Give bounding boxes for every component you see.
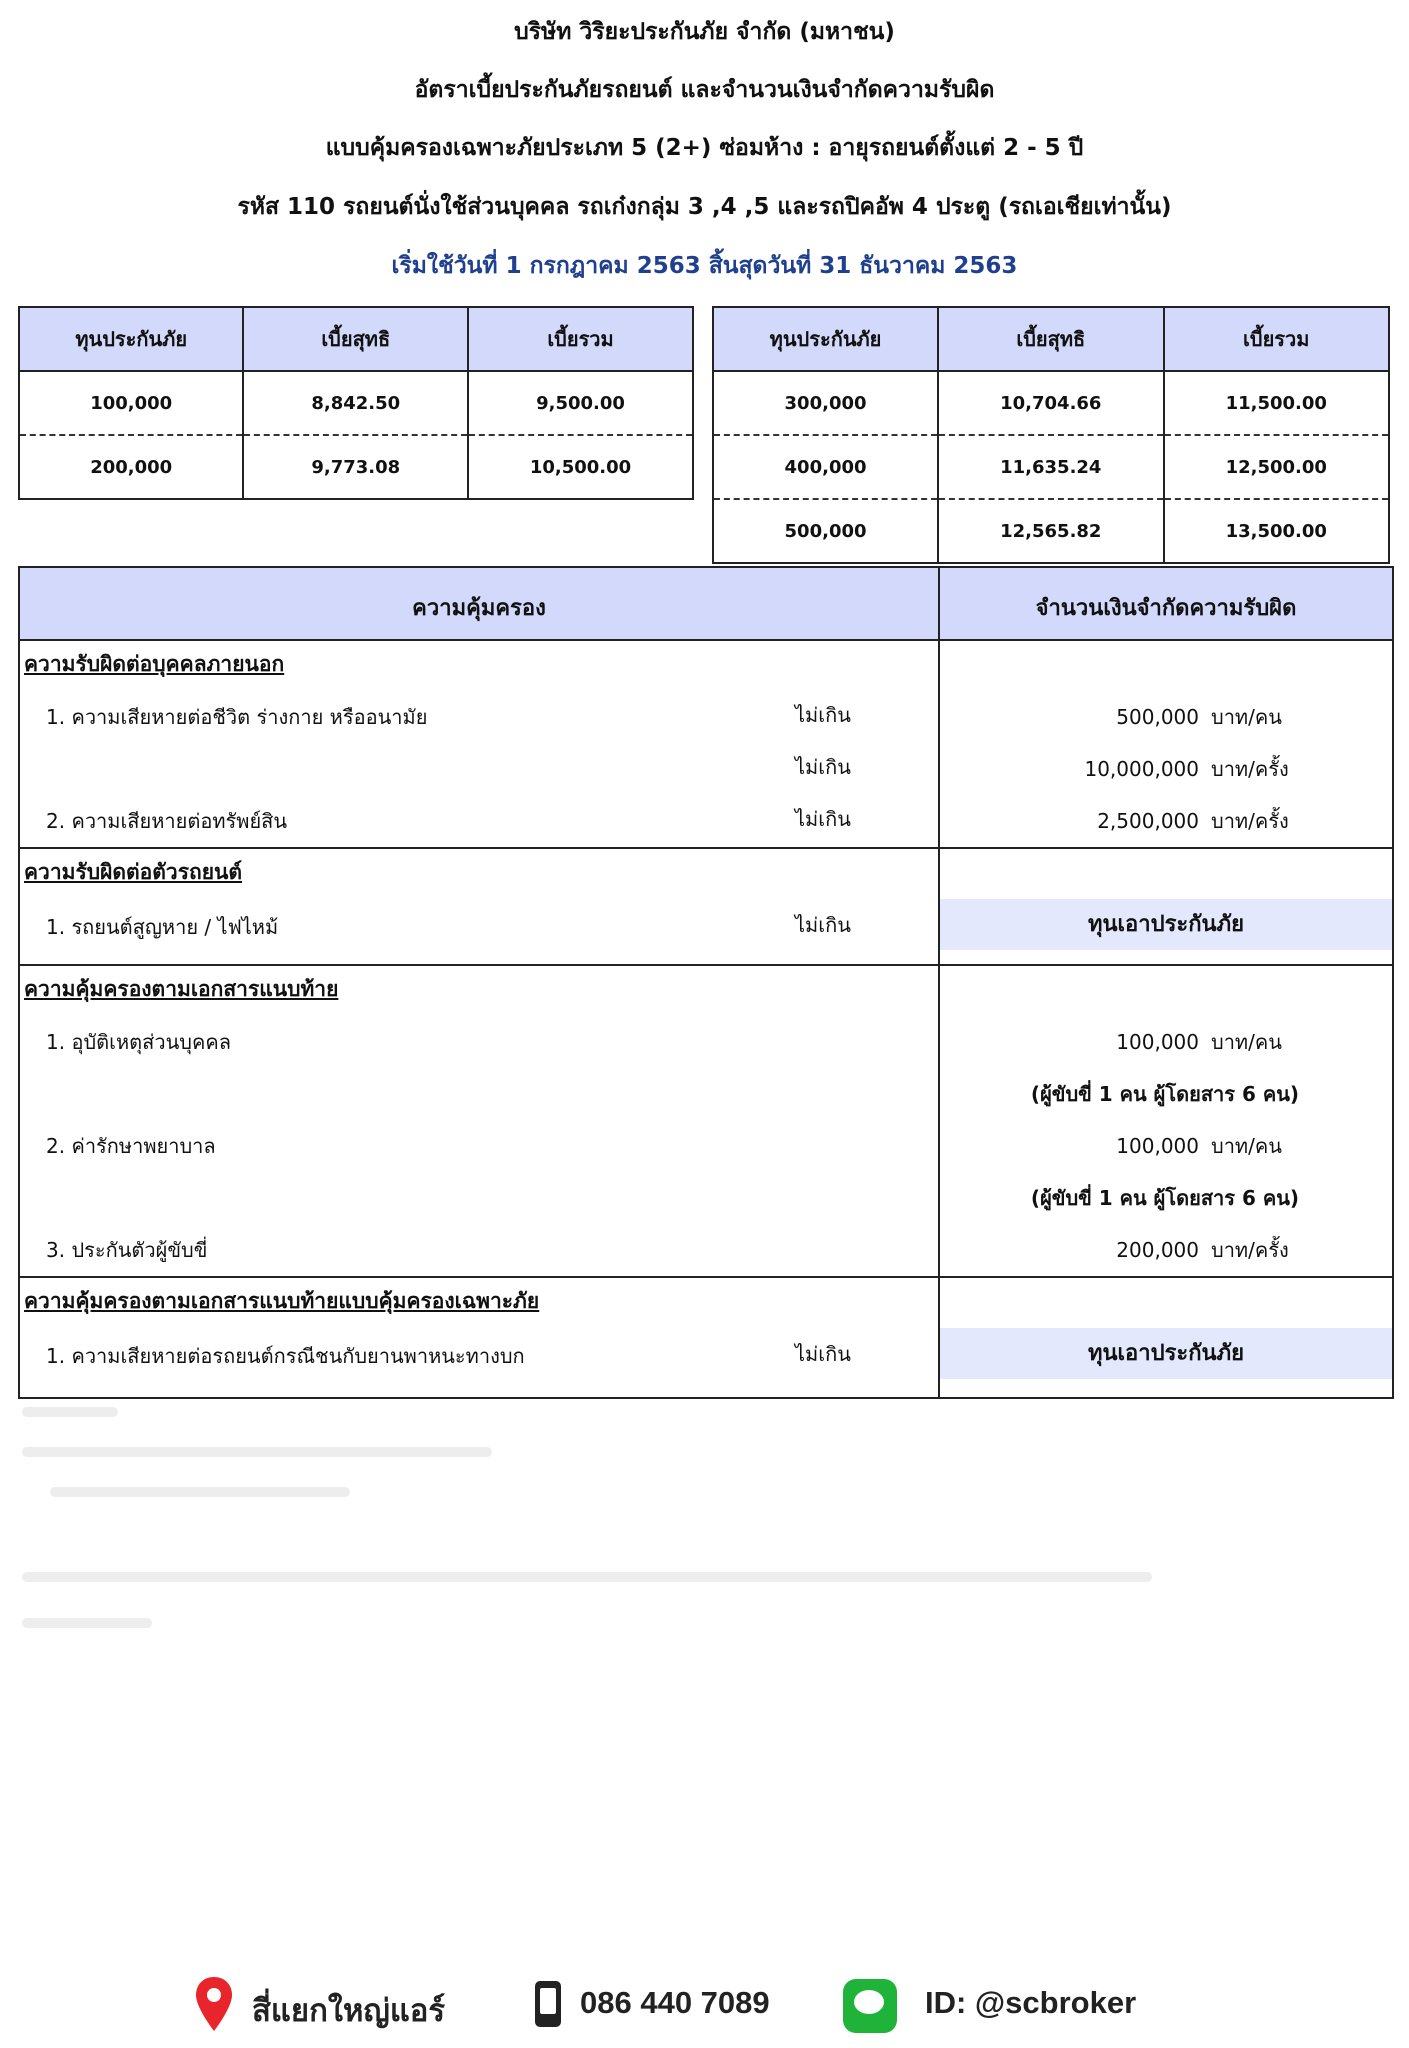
property-damage-limit (942, 805, 1388, 837)
rate-table-header (713, 307, 1389, 371)
not-exceed-label: ไม่เกิน (795, 807, 851, 831)
blurred-remark (22, 1572, 1152, 1582)
blurred-remark (50, 1487, 350, 1497)
section-vehicle-liability: ความรับผิดต่อตัวรถยนต์ (24, 860, 242, 884)
contact-footer (0, 1975, 1409, 2045)
item-medical-expenses: 2. ค่ารักษาพยาบาล (46, 1134, 216, 1158)
section-endorsement-coverage: ความคุ้มครองตามเอกสารแนบท้าย (24, 977, 339, 1001)
location-text: สี่แยกใหญ่แอร์ (252, 1993, 446, 2029)
amount-unit: บาท/คน (1211, 705, 1282, 729)
sum-insured-cell: 300,000 (713, 371, 938, 435)
amount-unit: บาท/คน (1211, 1134, 1282, 1158)
table-row (713, 371, 1389, 435)
driver-bail-limit (942, 1234, 1388, 1266)
collision-damage-value: ทุนเอาประกันภัย (940, 1328, 1392, 1379)
col-net-premium: เบี้ยสุทธิ (243, 307, 468, 371)
blurred-remark (22, 1447, 492, 1457)
rate-table-right (712, 306, 1390, 564)
net-premium-cell: 10,704.66 (938, 371, 1163, 435)
vehicle-code: รหัส 110 รถยนต์นั่งใช้ส่วนบุคคล รถเก๋งกลุ่ม 3 ,4 ,5 และรถปิคอัพ 4 ประตู (รถเอเชียเท่านั้น) (237, 194, 1172, 220)
amount-value: 2,500,000 (1097, 809, 1199, 833)
not-exceed-label: ไม่เกิน (795, 703, 851, 727)
amount-value: 10,000,000 (1084, 757, 1199, 781)
item-vehicle-loss-fire: 1. รถยนต์สูญหาย / ไฟไหม้ (46, 915, 279, 939)
amount-value: 200,000 (1116, 1238, 1199, 1262)
sum-insured-cell: 100,000 (19, 371, 243, 435)
column-divider (938, 568, 940, 1397)
row-divider (20, 964, 1392, 966)
amount-value: 100,000 (1116, 1134, 1199, 1158)
line-id[interactable]: ID: @scbroker (925, 1985, 1137, 2020)
table-row (19, 435, 693, 499)
blurred-remark (22, 1407, 118, 1417)
table-row (19, 371, 693, 435)
bodily-injury-per-accident (942, 753, 1388, 785)
medical-expenses-note: (ผู้ขับขี่ 1 คน ผู้โดยสาร 6 คน) (1030, 1186, 1300, 1210)
item-personal-accident: 1. อุบัติเหตุส่วนบุคคล (46, 1030, 231, 1054)
coverage-table (18, 566, 1394, 1399)
table-row (713, 435, 1389, 499)
rate-table-left (18, 306, 694, 500)
total-premium-cell: 12,500.00 (1164, 435, 1389, 499)
section-specific-peril-endorsement: ความคุ้มครองตามเอกสารแนบท้ายแบบคุ้มครองเฉพาะภัย (24, 1289, 540, 1313)
rate-table-header (19, 307, 693, 371)
sum-insured-cell: 200,000 (19, 435, 243, 499)
personal-accident-note: (ผู้ขับขี่ 1 คน ผู้โดยสาร 6 คน) (1030, 1082, 1300, 1106)
total-premium-cell: 11,500.00 (1164, 371, 1389, 435)
row-divider (20, 1276, 1392, 1278)
item-driver-bail: 3. ประกันตัวผู้ขับขี่ (46, 1238, 208, 1262)
col-total-premium: เบี้ยรวม (468, 307, 693, 371)
line-app-icon (843, 1979, 897, 2033)
not-exceed-label: ไม่เกิน (795, 913, 851, 937)
amount-value: 500,000 (1116, 705, 1199, 729)
net-premium-cell: 8,842.50 (243, 371, 468, 435)
company-name: บริษัท วิริยะประกันภัย จำกัด (มหาชน) (514, 19, 895, 45)
location-pin-icon (194, 1975, 234, 2033)
net-premium-cell: 9,773.08 (243, 435, 468, 499)
net-premium-cell: 12,565.82 (938, 499, 1163, 563)
phone-icon (535, 1981, 561, 2027)
col-total-premium: เบี้ยรวม (1164, 307, 1389, 371)
col-net-premium: เบี้ยสุทธิ (938, 307, 1163, 371)
amount-value: 100,000 (1116, 1030, 1199, 1054)
item-bodily-injury: 1. ความเสียหายต่อชีวิต ร่างกาย หรืออนามัย (46, 705, 428, 729)
net-premium-cell: 11,635.24 (938, 435, 1163, 499)
phone-number[interactable]: 086 440 7089 (580, 1985, 770, 2020)
not-exceed-label: ไม่เกิน (795, 755, 851, 779)
col-sum-insured: ทุนประกันภัย (19, 307, 243, 371)
vehicle-loss-value: ทุนเอาประกันภัย (940, 899, 1392, 950)
plan-description: แบบคุ้มครองเฉพาะภัยประเภท 5 (2+) ซ่อมห้าง : อายุรถยนต์ตั้งแต่ 2 - 5 ปี (325, 135, 1084, 161)
coverage-table-header (20, 568, 1392, 641)
table-row (713, 499, 1389, 563)
total-premium-cell: 10,500.00 (529, 456, 632, 478)
item-collision-damage: 1. ความเสียหายต่อรถยนต์กรณีชนกับยานพาหนะทางบก (46, 1344, 525, 1368)
not-exceed-label: ไม่เกิน (795, 1342, 851, 1366)
total-premium-cell: 9,500.00 (468, 371, 693, 435)
col-sum-insured: ทุนประกันภัย (713, 307, 938, 371)
bodily-injury-per-person (942, 701, 1388, 733)
personal-accident-limit (942, 1026, 1388, 1058)
document-title: อัตราเบี้ยประกันภัยรถยนต์ และจำนวนเงินจำกัดความรับผิด (414, 77, 995, 103)
sum-insured-cell: 500,000 (713, 499, 938, 563)
row-divider (20, 847, 1392, 849)
col-liability-limit: จำนวนเงินจำกัดความรับผิด (1035, 596, 1297, 621)
amount-unit: บาท/ครั้ง (1211, 1238, 1289, 1262)
section-third-party-liability: ความรับผิดต่อบุคคลภายนอก (24, 652, 285, 676)
amount-unit: บาท/ครั้ง (1211, 757, 1289, 781)
sum-insured-cell: 400,000 (713, 435, 938, 499)
amount-unit: บาท/ครั้ง (1211, 809, 1289, 833)
item-property-damage: 2. ความเสียหายต่อทรัพย์สิน (46, 809, 288, 833)
blurred-remark (22, 1618, 152, 1628)
amount-unit: บาท/คน (1211, 1030, 1282, 1054)
medical-expenses-limit (942, 1130, 1388, 1162)
total-premium-cell: 13,500.00 (1225, 520, 1327, 542)
col-coverage: ความคุ้มครอง (412, 596, 546, 621)
validity-period: เริ่มใช้วันที่ 1 กรกฎาคม 2563 สิ้นสุดวันที่ 31 ธันวาคม 2563 (391, 253, 1018, 279)
